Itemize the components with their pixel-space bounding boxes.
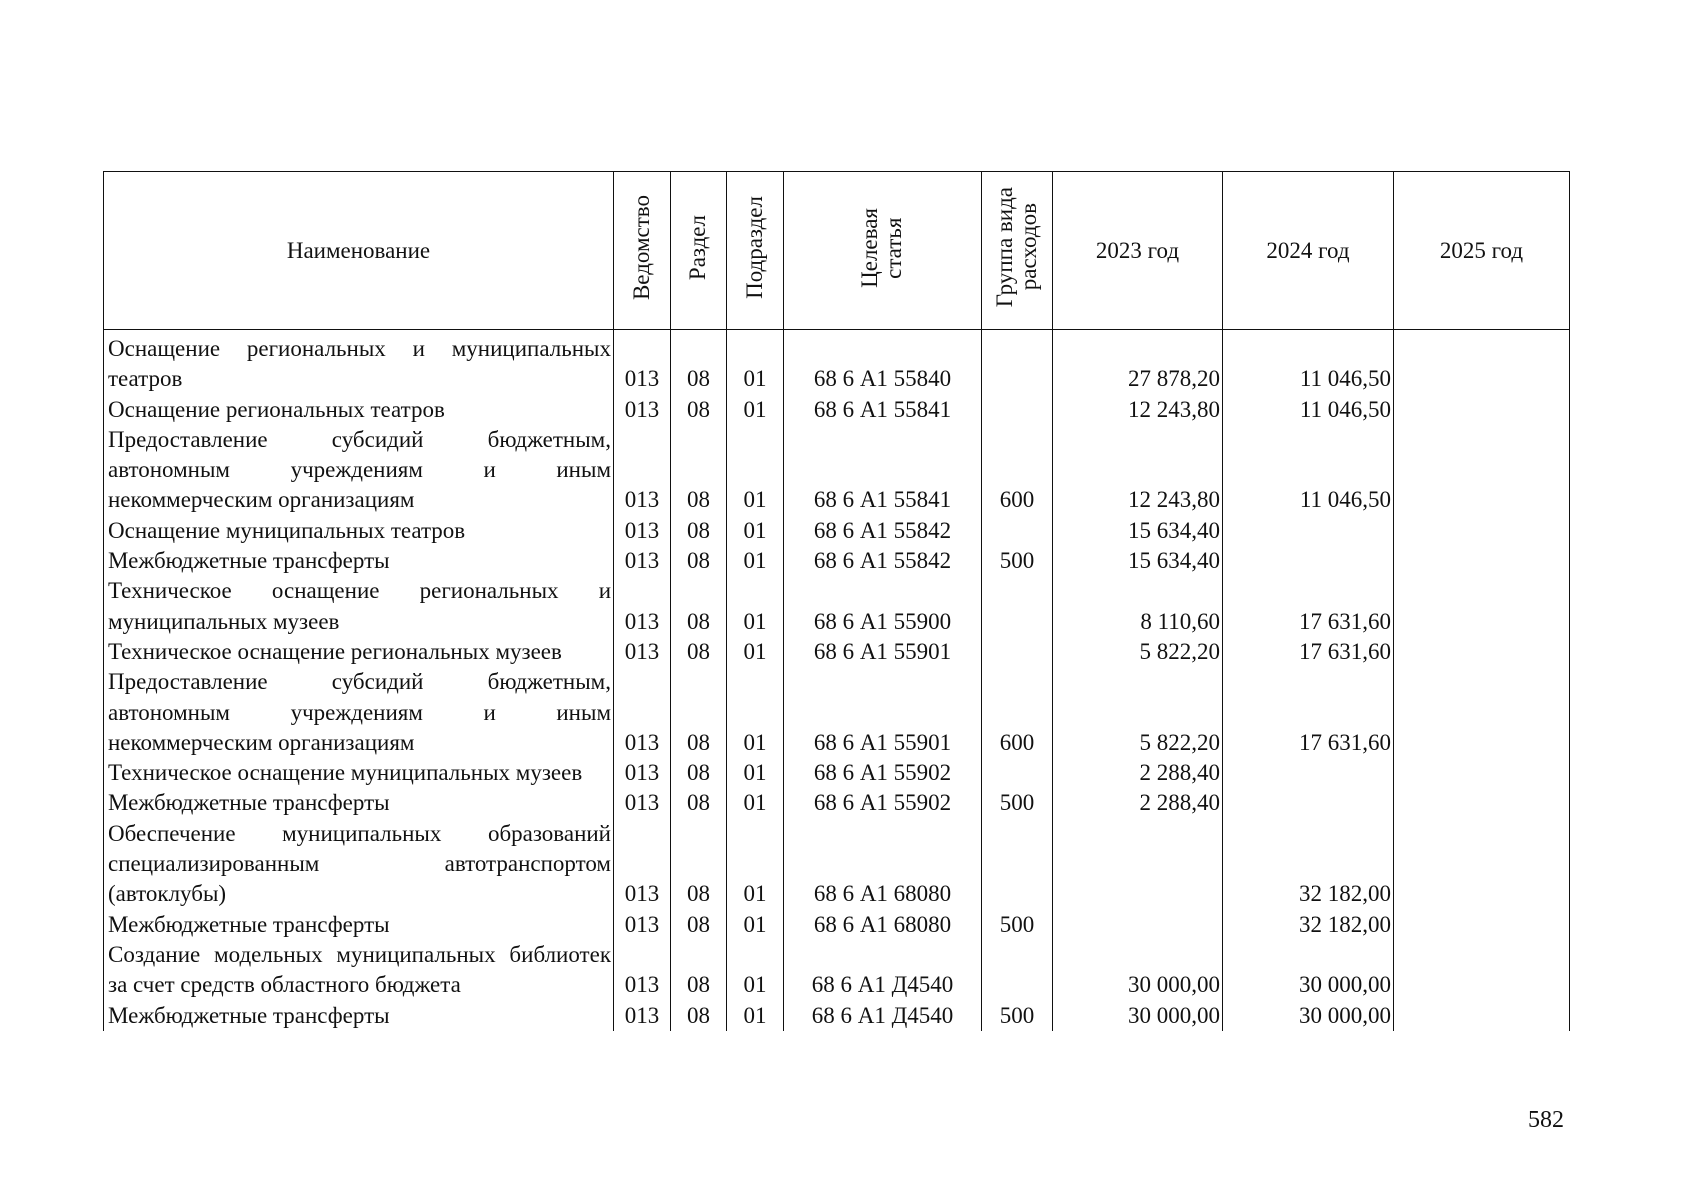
row-gruppa-vida [982,819,1053,910]
row-value-2025 [1394,788,1570,818]
row-value-2023: 15 634,40 [1053,516,1223,546]
row-value-2024 [1223,758,1394,788]
row-gruppa-vida: 600 [982,425,1053,516]
row-gruppa-vida: 600 [982,667,1053,758]
row-value-2024 [1223,546,1394,576]
row-razdel: 08 [671,788,727,818]
row-value-2024 [1223,516,1394,546]
row-value-2025 [1394,819,1570,910]
row-value-2025 [1394,667,1570,758]
row-gruppa-vida [982,516,1053,546]
row-value-2025 [1394,546,1570,576]
row-gruppa-vida [982,940,1053,1001]
row-vedomstvo: 013 [614,819,671,910]
table-row [104,395,1570,425]
budget-table [103,171,1570,1031]
row-name: Техническое оснащение региональных музеев [104,637,614,667]
table-row [104,516,1570,546]
row-vedomstvo: 013 [614,637,671,667]
row-podrazdel: 01 [727,788,784,818]
row-value-2025 [1394,910,1570,940]
row-value-2024: 30 000,00 [1223,940,1394,1001]
row-vedomstvo: 013 [614,516,671,546]
row-name: Техническое оснащение региональных и муниципальных музеев [104,576,614,637]
row-razdel: 08 [671,330,727,395]
row-name: Техническое оснащение муниципальных музеев [104,758,614,788]
row-value-2024: 11 046,50 [1223,425,1394,516]
row-celevaya-statya: 68 6 А1 55901 [784,637,982,667]
row-razdel: 08 [671,516,727,546]
table-row [104,788,1570,818]
row-vedomstvo: 013 [614,910,671,940]
row-name: Межбюджетные трансферты [104,788,614,818]
row-podrazdel: 01 [727,546,784,576]
row-celevaya-statya: 68 6 А1 55841 [784,425,982,516]
row-podrazdel: 01 [727,910,784,940]
row-razdel: 08 [671,395,727,425]
row-podrazdel: 01 [727,637,784,667]
row-celevaya-statya: 68 6 А1 55841 [784,395,982,425]
row-gruppa-vida: 500 [982,910,1053,940]
row-value-2023: 27 878,20 [1053,330,1223,395]
row-value-2025 [1394,516,1570,546]
row-celevaya-statya: 68 6 А1 55902 [784,788,982,818]
row-podrazdel: 01 [727,1001,784,1031]
header-name: Наименование [104,172,614,330]
row-vedomstvo: 013 [614,395,671,425]
row-podrazdel: 01 [727,576,784,637]
row-value-2025 [1394,576,1570,637]
row-podrazdel: 01 [727,395,784,425]
row-name: Предоставление субсидий бюджетным, автономным учреждениям и иным некоммерческим организациям [104,667,614,758]
table-row [104,1001,1570,1031]
row-value-2023: 30 000,00 [1053,940,1223,1001]
row-celevaya-statya: 68 6 А1 55842 [784,516,982,546]
row-vedomstvo: 013 [614,667,671,758]
row-vedomstvo: 013 [614,546,671,576]
table-row [104,425,1570,516]
row-name: Оснащение региональных и муниципальных театров [104,330,614,395]
row-vedomstvo: 013 [614,758,671,788]
row-celevaya-statya: 68 6 А1 Д4540 [784,940,982,1001]
row-celevaya-statya: 68 6 А1 68080 [784,819,982,910]
row-vedomstvo: 013 [614,788,671,818]
row-celevaya-statya: 68 6 А1 68080 [784,910,982,940]
row-celevaya-statya: 68 6 А1 55840 [784,330,982,395]
row-razdel: 08 [671,910,727,940]
row-name: Межбюджетные трансферты [104,1001,614,1031]
table-row [104,758,1570,788]
row-gruppa-vida [982,758,1053,788]
row-name: Создание модельных муниципальных библиотек за счет средств областного бюджета [104,940,614,1001]
row-razdel: 08 [671,1001,727,1031]
row-value-2025 [1394,1001,1570,1031]
row-value-2024: 32 182,00 [1223,819,1394,910]
row-razdel: 08 [671,546,727,576]
table-row [104,637,1570,667]
row-value-2023: 12 243,80 [1053,395,1223,425]
row-razdel: 08 [671,576,727,637]
row-gruppa-vida [982,395,1053,425]
row-gruppa-vida: 500 [982,788,1053,818]
row-vedomstvo: 013 [614,1001,671,1031]
row-celevaya-statya: 68 6 А1 55901 [784,667,982,758]
row-vedomstvo: 013 [614,330,671,395]
row-value-2023: 12 243,80 [1053,425,1223,516]
row-gruppa-vida [982,576,1053,637]
header-gruppa-vida-rashodov: Группа вида расходов [982,172,1053,330]
row-value-2024: 11 046,50 [1223,330,1394,395]
table-body [104,330,1570,1031]
header-podrazdel: Подраздел [727,172,784,330]
row-value-2024: 17 631,60 [1223,576,1394,637]
row-gruppa-vida [982,637,1053,667]
row-value-2024: 32 182,00 [1223,910,1394,940]
header-2024: 2024 год [1223,172,1394,330]
page-number: 582 [1528,1107,1564,1133]
row-name: Межбюджетные трансферты [104,546,614,576]
row-gruppa-vida: 500 [982,1001,1053,1031]
header-2023: 2023 год [1053,172,1223,330]
row-gruppa-vida [982,330,1053,395]
table-header [104,172,1570,330]
row-value-2025 [1394,425,1570,516]
table-row [104,819,1570,910]
row-value-2024: 17 631,60 [1223,667,1394,758]
header-2025: 2025 год [1394,172,1570,330]
row-podrazdel: 01 [727,516,784,546]
row-celevaya-statya: 68 6 А1 55842 [784,546,982,576]
header-vedomstvo: Ведомство [614,172,671,330]
row-value-2025 [1394,395,1570,425]
row-celevaya-statya: 68 6 А1 55900 [784,576,982,637]
table-row [104,667,1570,758]
row-value-2025 [1394,330,1570,395]
row-value-2023 [1053,819,1223,910]
row-podrazdel: 01 [727,940,784,1001]
row-razdel: 08 [671,667,727,758]
row-gruppa-vida: 500 [982,546,1053,576]
row-podrazdel: 01 [727,425,784,516]
row-podrazdel: 01 [727,667,784,758]
row-name: Предоставление субсидий бюджетным, автономным учреждениям и иным некоммерческим организациям [104,425,614,516]
row-vedomstvo: 013 [614,425,671,516]
row-podrazdel: 01 [727,819,784,910]
row-value-2024 [1223,788,1394,818]
row-value-2023: 5 822,20 [1053,637,1223,667]
row-podrazdel: 01 [727,330,784,395]
row-value-2023: 2 288,40 [1053,788,1223,818]
row-value-2023 [1053,910,1223,940]
row-vedomstvo: 013 [614,576,671,637]
row-vedomstvo: 013 [614,940,671,1001]
row-razdel: 08 [671,758,727,788]
row-name: Обеспечение муниципальных образований специализированным автотранспортом (автоклубы) [104,819,614,910]
table-row [104,330,1570,395]
row-value-2023: 2 288,40 [1053,758,1223,788]
row-value-2023: 30 000,00 [1053,1001,1223,1031]
row-value-2024: 11 046,50 [1223,395,1394,425]
row-razdel: 08 [671,819,727,910]
row-name: Межбюджетные трансферты [104,910,614,940]
table-row [104,910,1570,940]
row-razdel: 08 [671,425,727,516]
table-row [104,940,1570,1001]
header-celevaya-statya: Целевая статья [784,172,982,330]
row-name: Оснащение региональных театров [104,395,614,425]
row-value-2023: 5 822,20 [1053,667,1223,758]
row-value-2025 [1394,758,1570,788]
row-razdel: 08 [671,940,727,1001]
table-row [104,546,1570,576]
row-podrazdel: 01 [727,758,784,788]
row-celevaya-statya: 68 6 А1 Д4540 [784,1001,982,1031]
header-razdel: Раздел [671,172,727,330]
table-row [104,576,1570,637]
row-value-2024: 17 631,60 [1223,637,1394,667]
row-value-2025 [1394,637,1570,667]
row-value-2025 [1394,940,1570,1001]
row-value-2023: 8 110,60 [1053,576,1223,637]
row-value-2024: 30 000,00 [1223,1001,1394,1031]
row-name: Оснащение муниципальных театров [104,516,614,546]
row-celevaya-statya: 68 6 А1 55902 [784,758,982,788]
row-value-2023: 15 634,40 [1053,546,1223,576]
row-razdel: 08 [671,637,727,667]
